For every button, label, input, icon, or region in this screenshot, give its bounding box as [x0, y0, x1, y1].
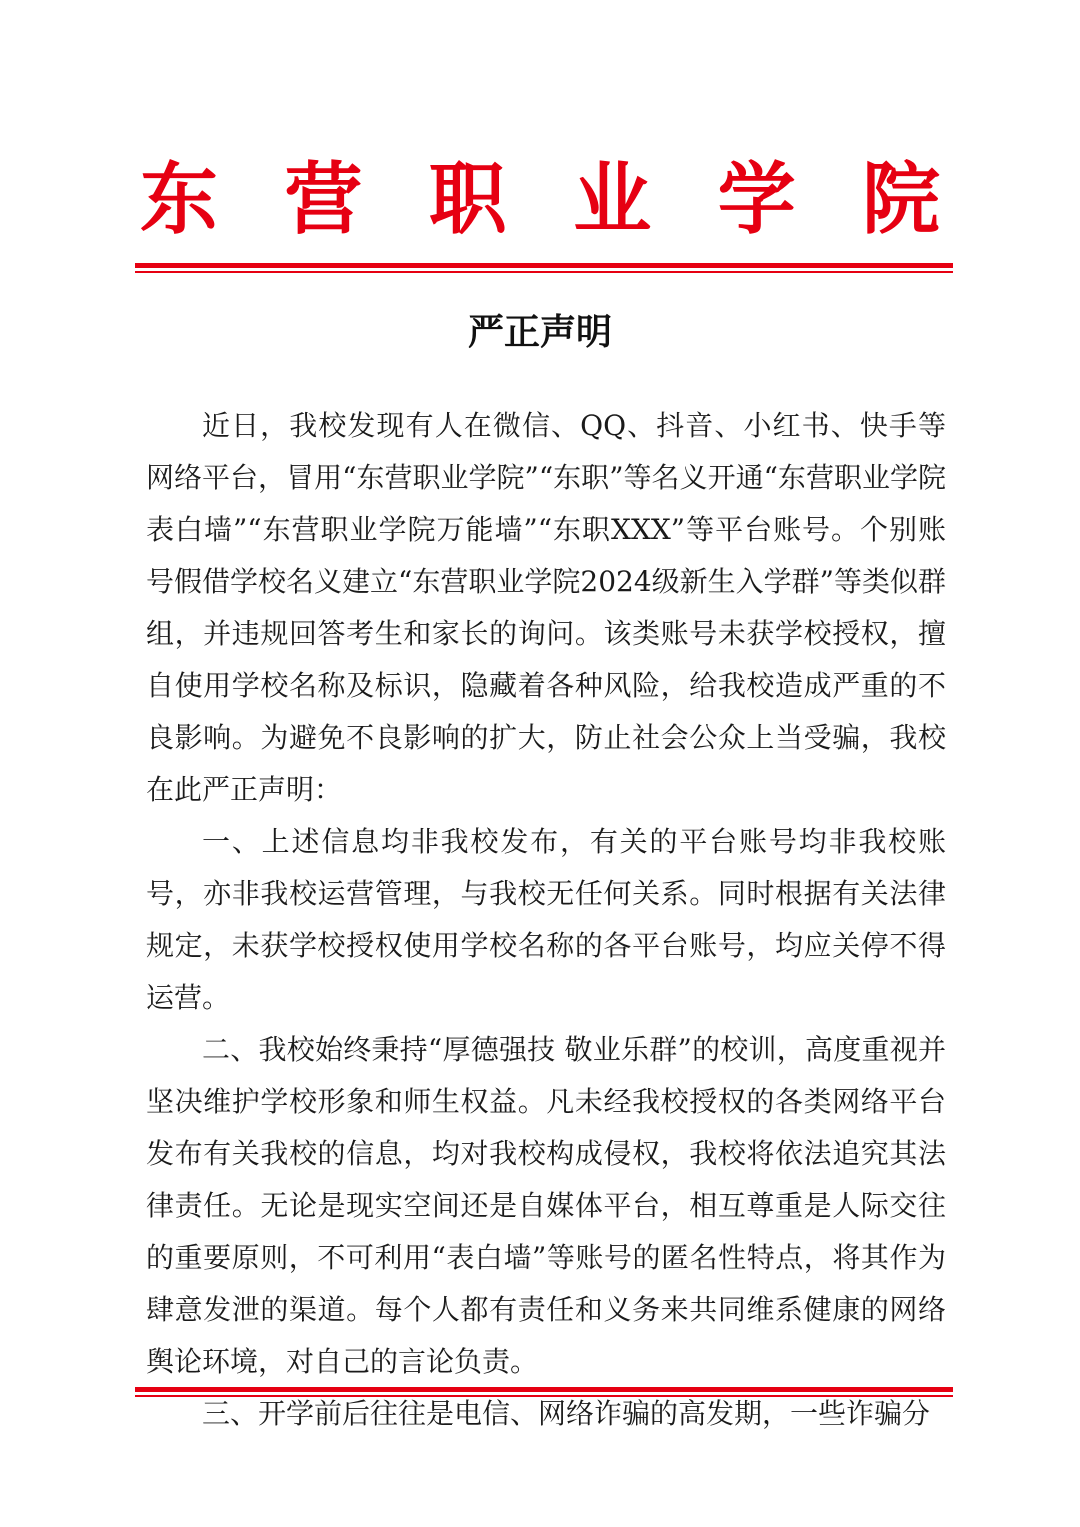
- masthead-char: 学: [717, 154, 796, 245]
- document-body: [146, 400, 946, 1440]
- masthead-char: 东: [140, 154, 219, 245]
- paragraph-intro: 近日，我校发现有人在微信、QQ、抖音、小红书、快手等网络平台，冒用“东营职业学院”“东职”等名义开通“东营职业学院表白墙”“东营职业学院万能墙”“东职XXX”等平台账号。个别账号假借学校名义建立“东营职业学院2024级新生入学群”等类似群组，并违规回答考生和家长的询问。该类账号未获学校授权，擅自使用学校名称及标识，隐藏着各种风险，给我校造成严重的不良影响。为避免不良影响的扩大，防止社会公众上当受骗，我校在此严正声明：: [146, 409, 946, 806]
- footer-divider-thick: [135, 1387, 953, 1392]
- document-title: 严正声明: [467, 312, 612, 353]
- masthead-char: 业: [573, 154, 652, 245]
- header-divider-thin: [135, 271, 953, 273]
- paragraph-point-3: 三、开学前后往往是电信、网络诈骗的高发期，一些诈骗分: [202, 1397, 931, 1430]
- header-divider-thick: [135, 263, 953, 268]
- paragraph-point-2: 二、我校始终秉持“厚德强技 敬业乐群”的校训，高度重视并坚决维护学校形象和师生权益。凡未经我校授权的各类网络平台发布有关我校的信息，均对我校构成侵权，我校将依法追究其法律责任。无论是现实空间还是自媒体平台，相互尊重是人际交往的重要原则，不可利用“表白墙”等账号的匿名性特点，将其作为肆意发泄的渠道。每个人都有责任和义务来共同维系健康的网络舆论环境，对自己的言论负责。: [146, 1033, 946, 1378]
- footer-divider-thin: [135, 1395, 953, 1397]
- masthead-title: [140, 150, 940, 250]
- masthead-char: 职: [428, 154, 507, 245]
- paragraph-point-1: 一、上述信息均非我校发布，有关的平台账号均非我校账号，亦非我校运营管理，与我校无任何关系。同时根据有关法律规定，未获学校授权使用学校名称的各平台账号，均应关停不得运营。: [146, 825, 946, 1014]
- masthead-char: 营: [284, 154, 363, 245]
- masthead-char: 院: [861, 154, 940, 245]
